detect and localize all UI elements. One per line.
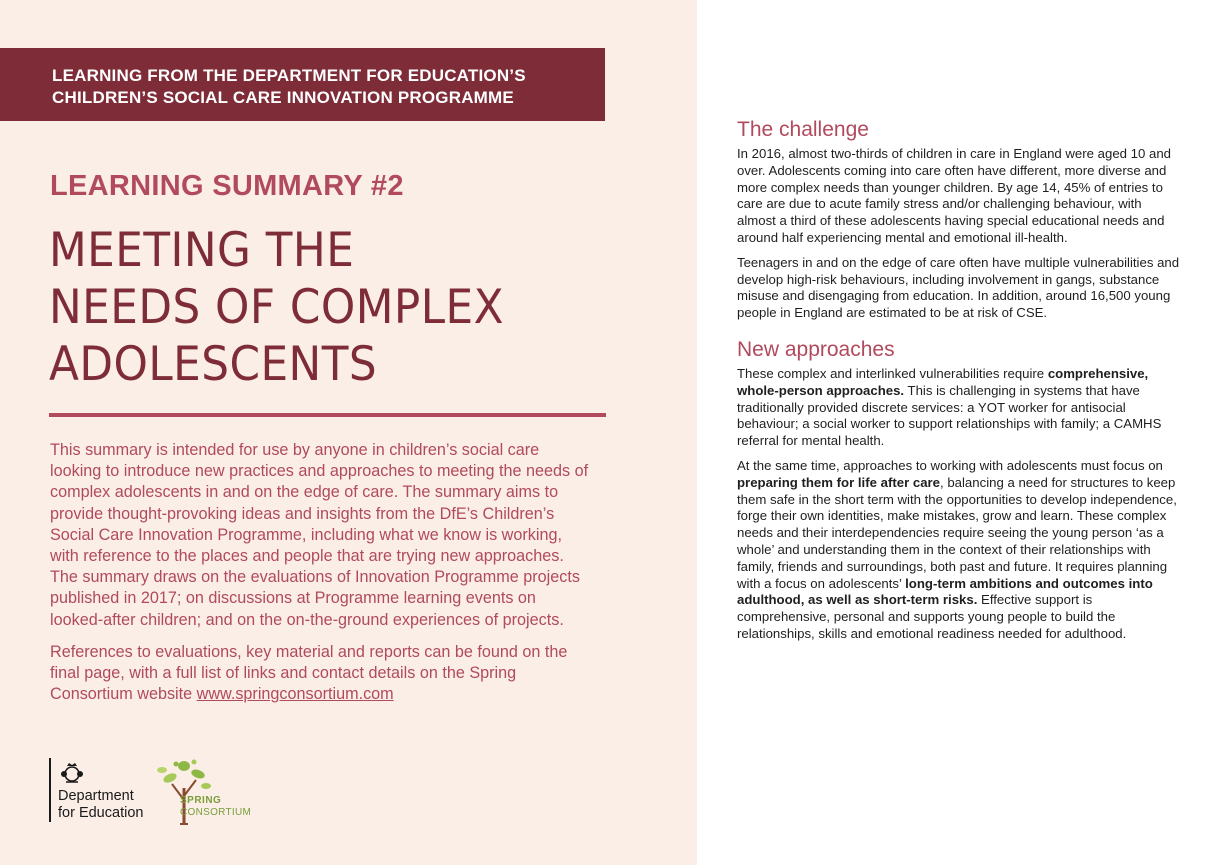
approaches-p2-c: , balancing a need for structures to keep them safe in the short term with the opportunities to develop independence, forge their own identities, make mistakes, grow and learn. These complex needs and their interdependencies require seeing the young person ‘as a whole’ and understanding them in the context of their relationships with family, friends and surroundings, both past and future. It requires planning with a focus on adolescents’: [737, 474, 1177, 591]
approaches-paragraph-1: [737, 366, 1182, 450]
right-column: [737, 118, 1182, 651]
royal-crest-icon: [59, 760, 85, 786]
banner-line-2: CHILDREN’S SOCIAL CARE INNOVATION PROGRAMME: [52, 88, 514, 107]
approaches-p2-bold-1: preparing them for life after care: [737, 474, 940, 490]
challenge-heading: The challenge: [737, 118, 869, 141]
dfe-line-1: Department: [58, 788, 134, 804]
page-title: [49, 222, 504, 393]
intro-paragraph-2: [50, 642, 590, 706]
approaches-p2-a: At the same time, approaches to working with adolescents must focus on: [737, 457, 1163, 473]
approaches-p1-a: These complex and interlinked vulnerabilities require: [737, 365, 1048, 381]
approaches-p1-bold: comprehensive, whole-person approaches.: [737, 365, 1149, 398]
logos: [49, 758, 309, 828]
intro-text: [50, 440, 590, 716]
summary-label: LEARNING SUMMARY #2: [50, 170, 404, 202]
dfe-logo-text: [58, 788, 143, 822]
dfe-line-2: for Education: [58, 805, 144, 821]
title-line-3: ADOLESCENTS: [49, 337, 378, 392]
title-line-1: MEETING THE: [49, 223, 355, 278]
approaches-p2-e: Effective support is comprehensive, personal and supports young people to build the relationships, skills and emotional readiness needed for adulthood.: [737, 592, 1127, 641]
intro-paragraph-2-text: References to evaluations, key material and reports can be found on the final page, with a full list of links and contact details on the Spring Consortium website: [50, 642, 568, 704]
intro-paragraph-1: This summary is intended for use by anyone in children’s social care looking to introduce new practices and approaches to meeting the needs of complex adolescents in and on the edge of care. The summary aims to provide thought-provoking ideas and insights from the DfE’s Children’s Social Care Innovation Programme, including what we know is working, with reference to the places and people that are trying new approaches. The summary draws on the evaluations of Innovation Programme projects published in 2017; on discussions at Programme learning events on looked-after children; and on the on-the-ground experiences of projects.: [50, 441, 589, 629]
spring-consortium-link[interactable]: www.springconsortium.com: [196, 685, 394, 704]
programme-banner: [0, 48, 605, 121]
approaches-paragraph-2: [737, 458, 1182, 643]
title-line-2: NEEDS OF COMPLEX: [49, 280, 505, 335]
banner-line-1: LEARNING FROM THE DEPARTMENT FOR EDUCATION’S: [52, 66, 526, 85]
spring-line-1: SPRING: [180, 795, 222, 806]
challenge-paragraph-1: In 2016, almost two-thirds of children in care in England were aged 10 and over. Adolescents coming into care often have different, more diverse and more complex needs than younger children. By age 14, 45% of entries to care are due to acute family stress and/or challenging behaviour, with almost a third of these adolescents having special educational needs and around half experiencing mental and emotional ill-health.: [737, 146, 1171, 245]
challenge-paragraph-2: Teenagers in and on the edge of care often have multiple vulnerabilities and develop high-risk behaviours, including involvement in gangs, substance misuse and disengaging from education. In addition, around 16,500 young people in England are estimated to be at risk of CSE.: [737, 254, 1180, 321]
approaches-heading: New approaches: [737, 337, 895, 361]
spring-logo-text: [180, 795, 251, 819]
spring-line-2: CONSORTIUM: [180, 807, 252, 818]
title-divider: [49, 413, 606, 417]
dfe-logo-bar: [49, 758, 51, 822]
approaches-p1-c: This is challenging in systems that have traditionally provided discrete services: a YOT worker for antisocial behaviour; a social worker to support relationships with family; a CAMHS referral for mental health.: [737, 382, 1162, 449]
approaches-p2-bold-2: long-term ambitions and outcomes into adulthood, as well as short-term risks.: [737, 575, 1153, 608]
